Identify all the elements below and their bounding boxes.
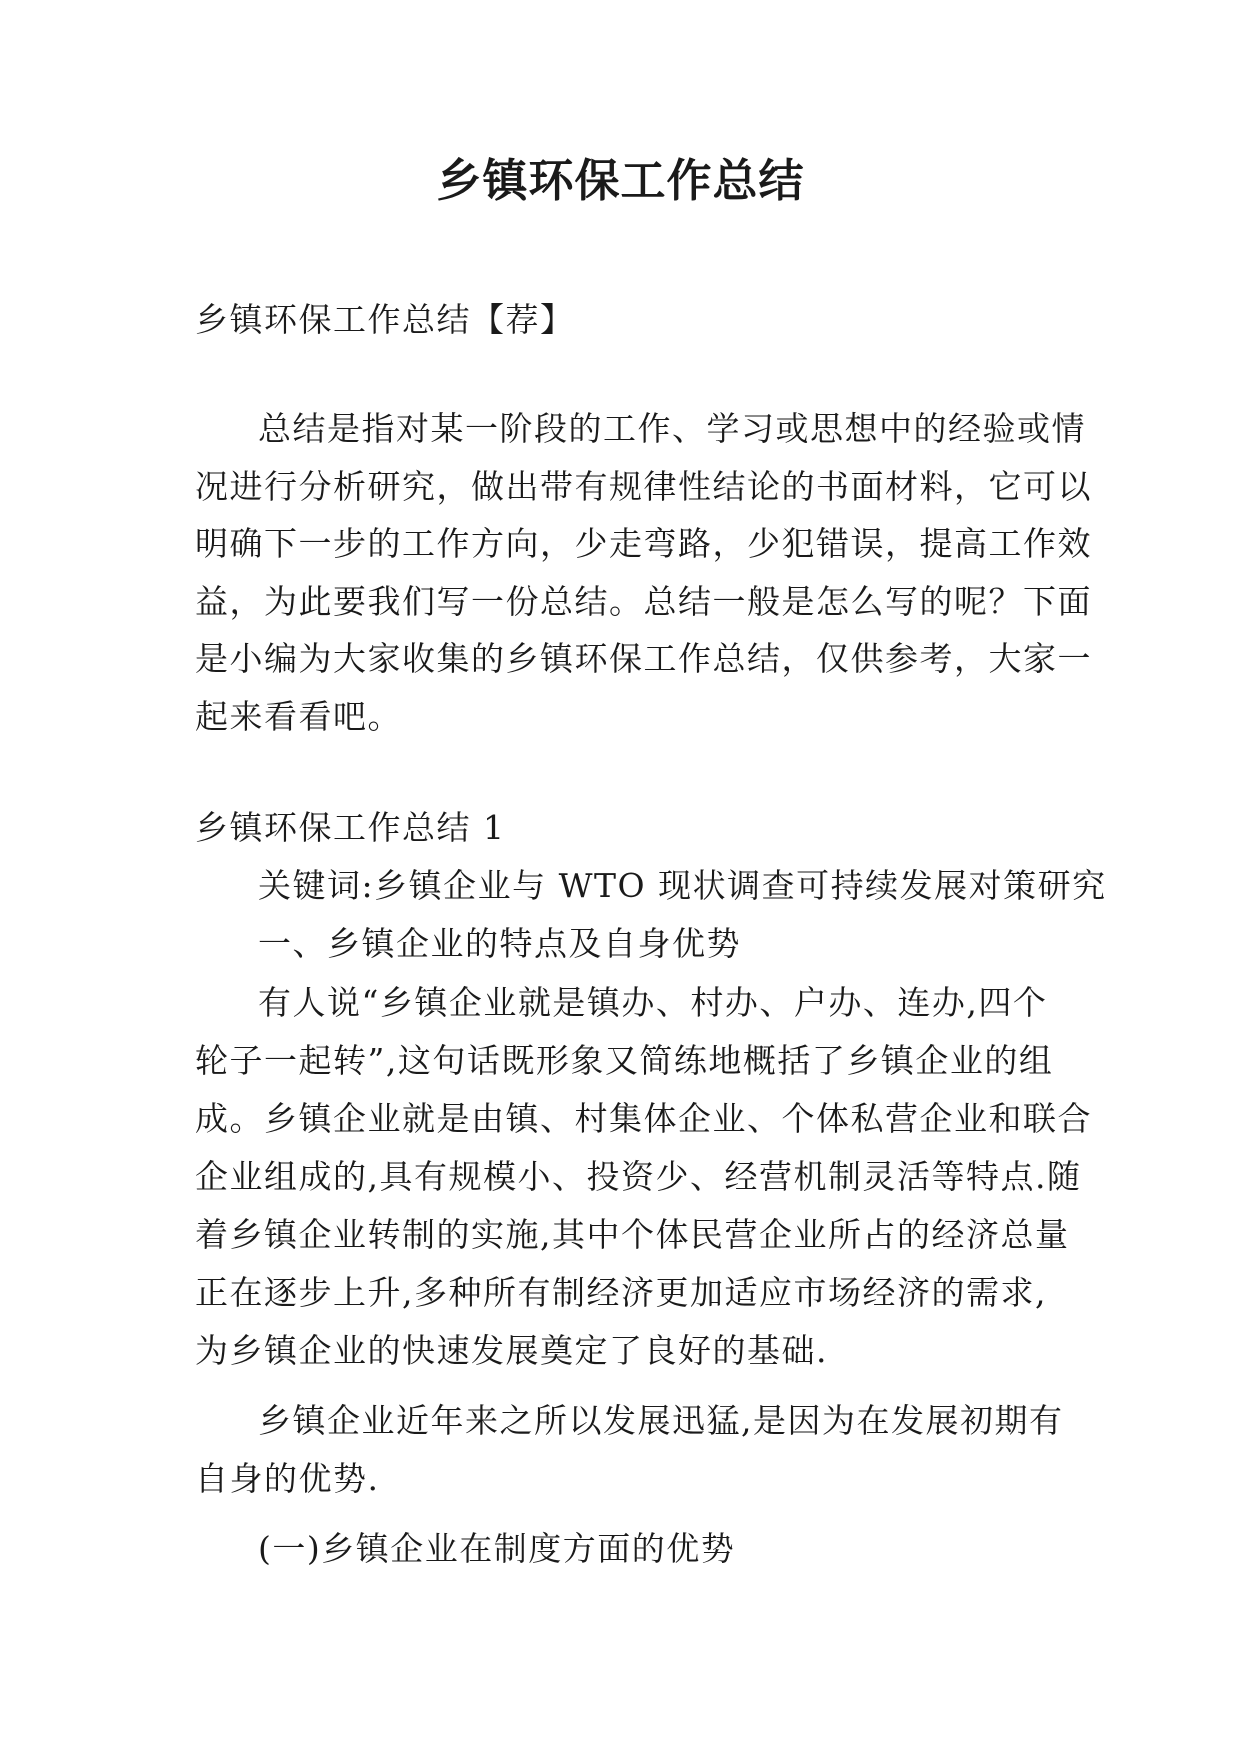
intro-line: 起来看看吧。	[195, 697, 402, 736]
section-heading: 一、乡镇企业的特点及自身优势	[258, 924, 741, 963]
paragraph-line: 正在逐步上升,多种所有制经济更加适应市场经济的需求,	[195, 1273, 1047, 1312]
intro-line: 总结是指对某一阶段的工作、学习或思想中的经验或情	[258, 409, 1086, 448]
paragraph-line: 乡镇企业近年来之所以发展迅猛,是因为在发展初期有	[258, 1401, 1064, 1440]
paragraph-line: 企业组成的,具有规模小、投资少、经营机制灵活等特点.随	[195, 1157, 1082, 1196]
intro-line: 况进行分析研究，做出带有规律性结论的书面材料，它可以	[195, 467, 1092, 506]
document-title: 乡镇环保工作总结	[436, 154, 805, 207]
paragraph-line: 自身的优势.	[195, 1459, 380, 1498]
intro-line: 是小编为大家收集的乡镇环保工作总结，仅供参考，大家一	[195, 639, 1092, 678]
paragraph-line: 有人说“乡镇企业就是镇办、村办、户办、连办,四个	[258, 983, 1048, 1022]
paragraph-line: 着乡镇企业转制的实施,其中个体民营企业所占的经济总量	[195, 1215, 1070, 1254]
paragraph-line: 为乡镇企业的快速发展奠定了良好的基础.	[195, 1331, 828, 1370]
intro-line: 益，为此要我们写一份总结。总结一般是怎么写的呢？下面	[195, 582, 1092, 621]
paragraph-line: 轮子一起转”,这句话既形象又简练地概括了乡镇企业的组	[195, 1041, 1054, 1080]
document-subtitle: 乡镇环保工作总结【荐】	[195, 300, 575, 339]
keywords-line: 关键词:乡镇企业与 WTO 现状调查可持续发展对策研究	[258, 866, 1107, 905]
paragraph-line: 成。乡镇企业就是由镇、村集体企业、个体私营企业和联合	[195, 1099, 1092, 1138]
intro-line: 明确下一步的工作方向，少走弯路，少犯错误，提高工作效	[195, 524, 1092, 563]
section-title: 乡镇环保工作总结 1	[195, 808, 506, 847]
sub-heading: (一)乡镇企业在制度方面的优势	[258, 1529, 736, 1568]
